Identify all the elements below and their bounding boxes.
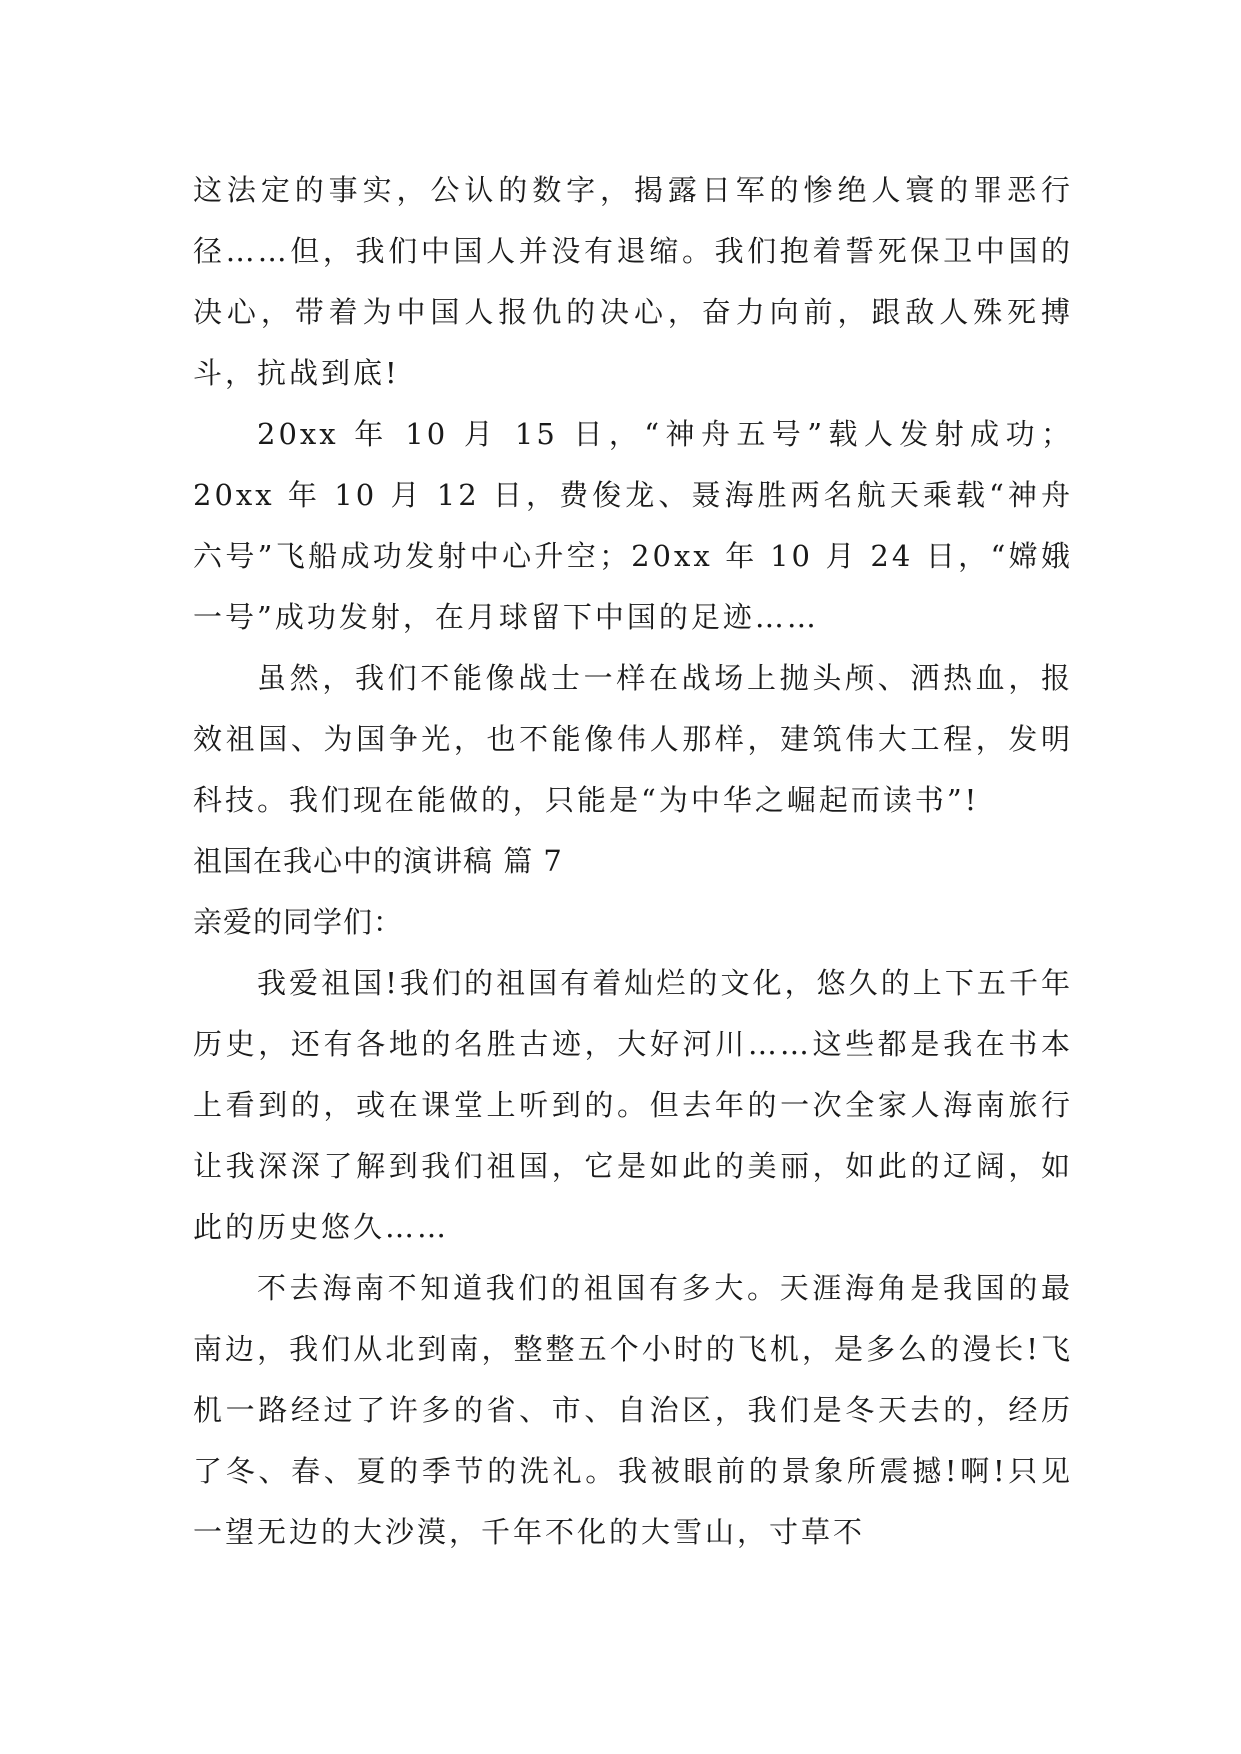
paragraph-war-history: 这法定的事实，公认的数字，揭露日军的惨绝人寰的罪恶行径……但，我们中国人并没有退缩。我们抱着誓死保卫中国的决心，带着为中国人报仇的决心，奋力向前，跟敌人殊死搏斗，抗战到底! xyxy=(193,173,1073,390)
paragraph-love-motherland: 我爱祖国!我们的祖国有着灿烂的文化，悠久的上下五千年历史，还有各地的名胜古迹，大好河川……这些都是我在书本上看到的，或在课堂上听到的。但去年的一次全家人海南旅行让我深深了解到我们祖国，它是如此的美丽，如此的辽阔，如此的历史悠久…… xyxy=(193,966,1073,1244)
document-body xyxy=(193,160,1073,1563)
section-heading: 祖国在我心中的演讲稿 篇 7 xyxy=(193,844,563,878)
paragraph-hainan-trip: 不去海南不知道我们的祖国有多大。天涯海角是我国的最南边，我们从北到南，整整五个小时的飞机，是多么的漫长!飞机一路经过了许多的省、市、自治区，我们是冬天去的，经历了冬、春、夏的季节的洗礼。我被眼前的景象所震撼!啊!只见一望无边的大沙漠，千年不化的大雪山，寸草不 xyxy=(193,1271,1073,1549)
paragraph-study-for-china: 虽然，我们不能像战士一样在战场上抛头颅、洒热血，报效祖国、为国争光，也不能像伟人那样，建筑伟大工程，发明科技。我们现在能做的，只能是“为中华之崛起而读书”! xyxy=(193,661,1073,817)
greeting-line: 亲爱的同学们： xyxy=(193,905,404,939)
paragraph-space-achievements: 20xx 年 10 月 15 日，“神舟五号”载人发射成功；20xx 年 10 月 12 日，费俊龙、聂海胜两名航天乘载“神舟六号”飞船成功发射中心升空；20xx 年 10 月 24 日，“嫦娥一号”成功发射，在月球留下中国的足迹…… xyxy=(193,417,1073,634)
